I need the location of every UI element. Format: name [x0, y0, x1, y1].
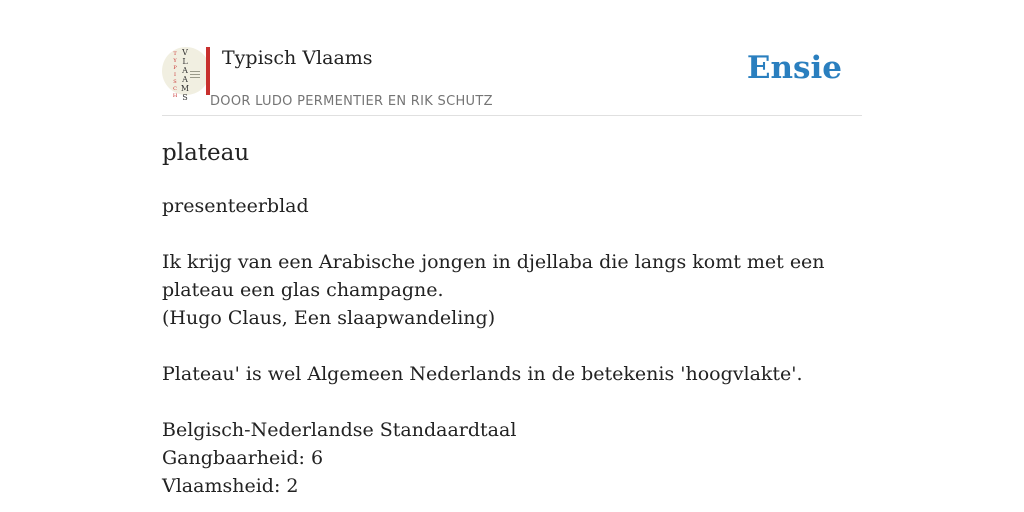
logo-red-stripe — [206, 47, 210, 95]
entry-content — [162, 192, 862, 500]
ensie-logo-link[interactable]: Ensie — [746, 50, 842, 86]
logo-red-lettering: T Y P I S C H — [172, 51, 178, 99]
entry-definition: presenteerblad — [162, 195, 309, 217]
logo-lines-decoration — [190, 71, 200, 81]
entry-note: Plateau' is wel Algemeen Nederlands in de betekenis 'hoogvlakte'. — [162, 363, 803, 385]
dictionary-title[interactable]: Typisch Vlaams — [222, 47, 373, 69]
authors-byline: DOOR LUDO PERMENTIER EN RIK SCHUTZ — [210, 94, 493, 109]
entry-standard: Belgisch-Nederlandse Standaardtaal — [162, 419, 517, 441]
paragraph-gap — [162, 332, 862, 360]
entry-quote-source: (Hugo Claus, Een slaapwandeling) — [162, 307, 496, 329]
book-cover-logo[interactable] — [162, 47, 210, 102]
paragraph-gap — [162, 220, 862, 248]
logo-lettering: V L A A M S — [180, 48, 190, 102]
entry-quote: Ik krijg van een Arabische jongen in djellaba die langs komt met een plateau een glas champagne. — [162, 251, 825, 301]
site-header — [162, 44, 862, 116]
entry-gangbaarheid: Gangbaarheid: 6 — [162, 447, 324, 469]
paragraph-gap — [162, 388, 862, 416]
entry-vlaamsheid: Vlaamsheid: 2 — [162, 475, 299, 497]
entry-term: plateau — [162, 140, 250, 166]
